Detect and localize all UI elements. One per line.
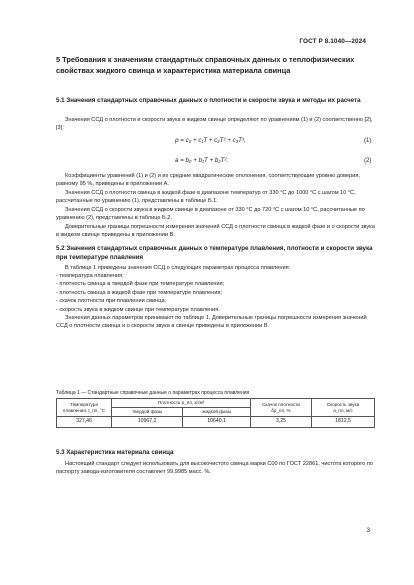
table-cell: 3,25 (251, 417, 312, 428)
header-melting-temperature: Температура плавления, t_пл, °С (57, 399, 112, 417)
header-sound-speed: Скорость звука a_пл, м/с (312, 399, 375, 417)
table-cell: 327,46 (57, 417, 112, 428)
table-cell: 1812,5 (312, 417, 375, 428)
table-1-caption: Таблица 1 — Стандартные справочные данные о параметрах процесса плавления (56, 390, 250, 396)
page-number: 3 (366, 527, 370, 534)
equation-2-number: (2) (364, 158, 372, 164)
paragraph-material: Настоящий стандарт следует использовать для высокочистого свинца марки С00 по ГОСТ 22861, чистота которого по паспорту завода-изготовителя составляет 99,9985 масс. %. (56, 461, 373, 476)
table-cell: 10967,2 (112, 417, 183, 428)
paragraph-coefficients: Коэффициенты уравнений (1) и (2) и их средние квадратические отклонения, соответствующие уровню доверия, равному 95 %, приведены в приложении А. (56, 173, 360, 188)
header-density: Плотность ρ_пл, кг/м³ (112, 399, 251, 408)
paragraph-density-table: Значения ССД о плотности свинца в жидкой фазе в диапазоне температур от 330 °С до 1000 °С с шагом 10 °С, рассчитанные по уравнению (1), представлены в таблице Б.1. (56, 190, 356, 205)
list-item: - скачок плотности при плавлении свинца; (56, 298, 167, 305)
list-item: - плотность свинца в жидкой фазе при температуре плавления; (56, 289, 223, 296)
document-id: ГОСТ Р 8.1040—2024 (299, 38, 366, 45)
parameter-list (56, 272, 376, 314)
paragraph-error-bounds: Доверительные границы погрешности измерения значений ССД о плотности свинца в жидкой фазе и о скорости звука в жидком свинце приведены в приложении В. (56, 224, 375, 239)
header-liquid-phase: жидкой фазы (183, 408, 251, 417)
section-5-2-title: 5.2 Значения стандартных справочных данных о температуре плавления, плотности и скорости звука при температуре плавления (56, 245, 373, 261)
section-5-3-title: 5.3 Характеристика материала свинца (56, 449, 174, 456)
list-item: - температура плавления; (56, 273, 124, 279)
list-item: - плотность свинца в твердой фазе при температуре плавления; (56, 281, 225, 288)
equation-1-number: (1) (364, 138, 372, 144)
list-item: - скорость звука в жидком свинце при температуре плавления. (56, 306, 220, 313)
section-5-title: 5 Требования к значениям стандартных справочных данных о теплофизических свойствах жидкого свинца и характеристика материала свинца (56, 55, 355, 75)
paragraph-table-reference: Значения данных параметров принимают по таблице 1. Доверительные границы погрешности измерения значений ССД о плотности свинца и о скорости звука в свинце приведены в приложении В. (56, 315, 367, 330)
paragraph-equations-intro: Значения ССД о плотности и скорости звука в жидком свинце определяют по уравнениям (1) и (2) соответственно [2], [3]: (56, 117, 373, 132)
header-solid-phase: твердой фазы (112, 408, 183, 417)
table-row (57, 417, 375, 428)
equation-2: a = b₀ + b₁T + b₂T². (175, 157, 229, 164)
paragraph-sound-table: Значения ССД о скорости звука в жидком свинце в диапазоне от 330 °С до 720 °С с шагом 10 °С, рассчитанные по уравнению (2), представлены в таблице Б.2. (56, 207, 365, 222)
melting-parameters-table (56, 398, 375, 428)
paragraph-table-intro: В таблице 1 приведены значения ССД о следующих параметрах процесса плавления: (65, 265, 291, 271)
table-cell: 10640,1 (183, 417, 251, 428)
equation-1: ρ = c₀ + c₁T + c₂T² + c₃T³, (175, 137, 246, 144)
header-density-jump: Скачок плотности δρ_пл, % (251, 399, 312, 417)
section-5-1-title: 5.1 Значения стандартных справочных данных о плотности и скорости звука и методы их расчета (56, 97, 361, 104)
